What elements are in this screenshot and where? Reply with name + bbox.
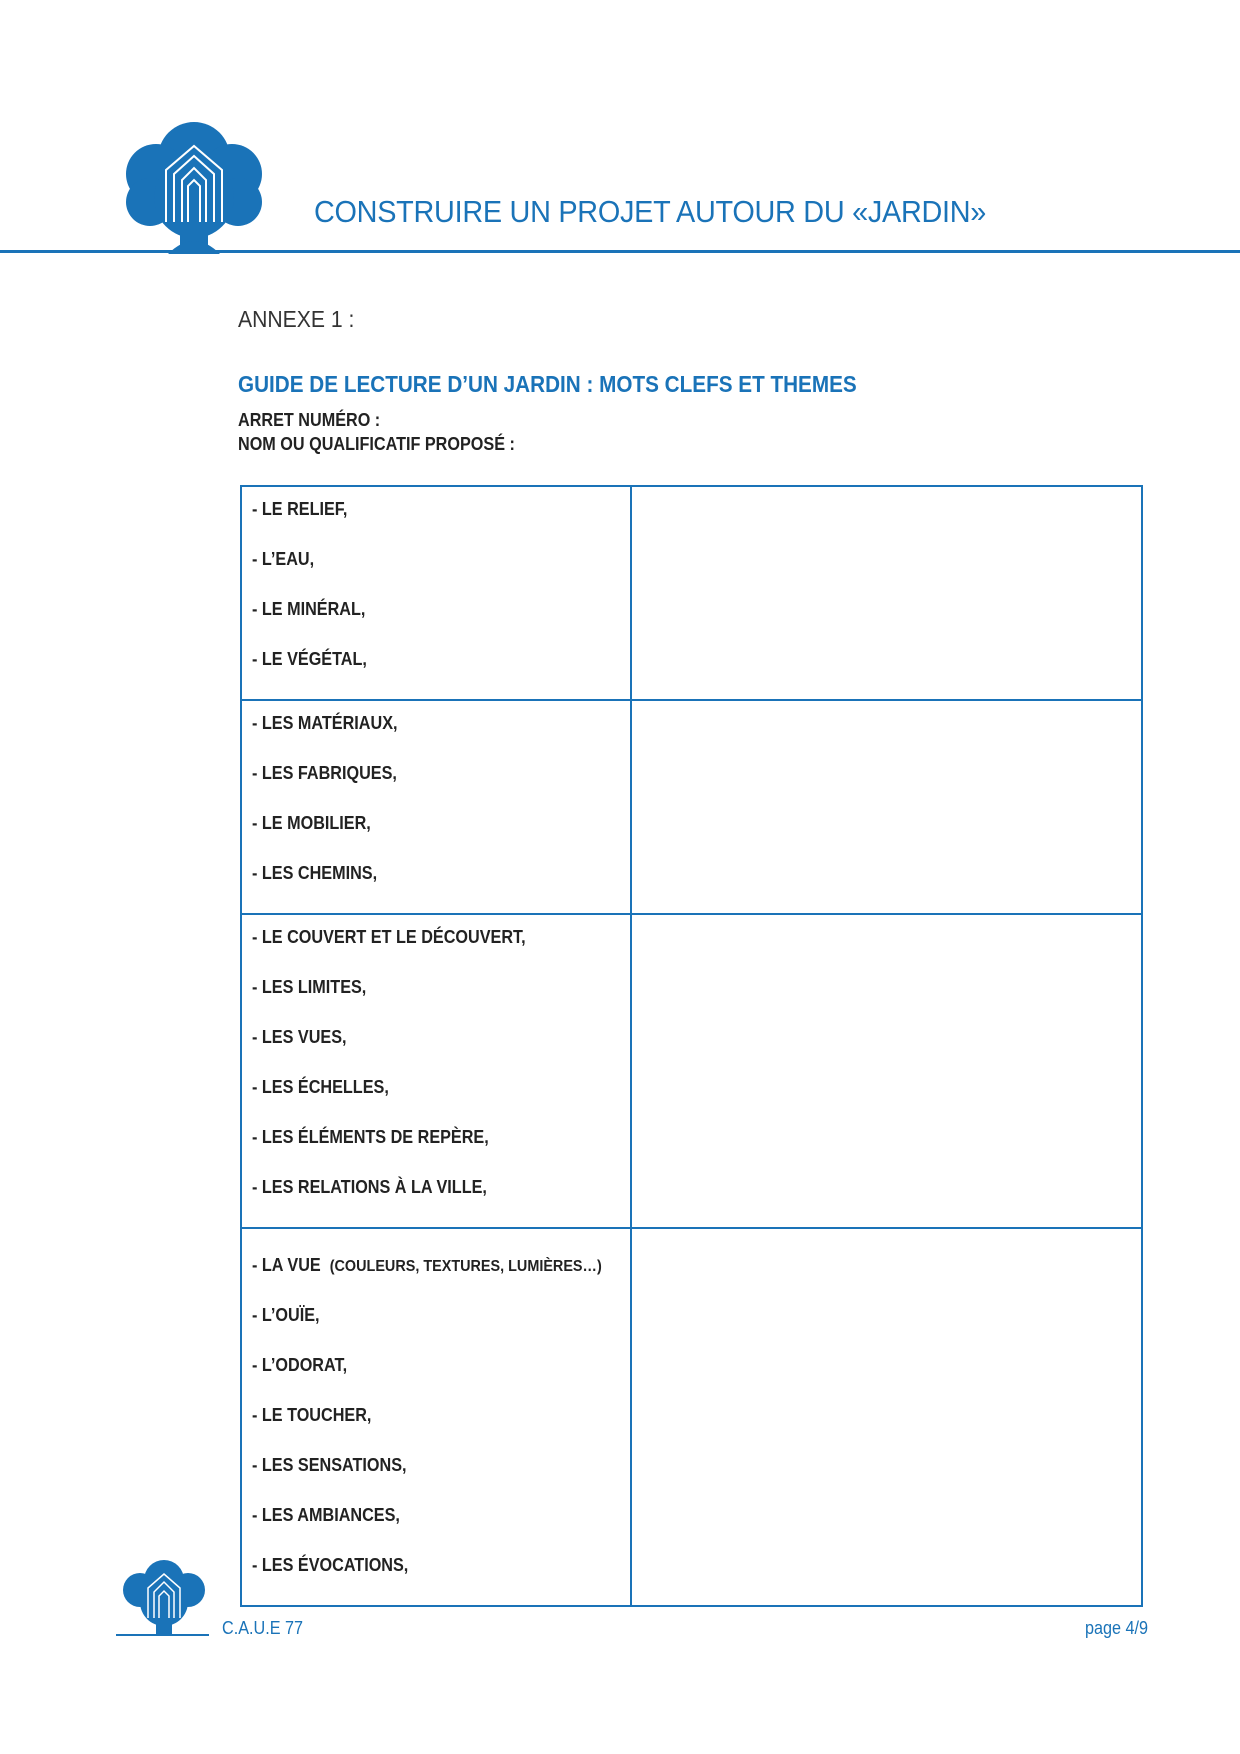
list-item: - LES VUES, <box>252 1027 347 1047</box>
list-item-main: - LA VUE <box>252 1255 321 1275</box>
list-item: - LES ÉLÉMENTS DE REPÈRE, <box>252 1127 489 1147</box>
arret-label: ARRET NUMÉRO : <box>238 410 381 430</box>
notes-cell[interactable] <box>631 486 1142 700</box>
list-item: - LES RELATIONS À LA VILLE, <box>252 1177 487 1197</box>
keywords-cell <box>241 914 631 1228</box>
header-divider <box>0 250 1240 253</box>
guide-title: GUIDE DE LECTURE D’UN JARDIN : MOTS CLEFS ET THEMES <box>238 371 857 397</box>
caue-footer-logo-icon <box>116 1556 212 1636</box>
list-item: - LES FABRIQUES, <box>252 763 397 783</box>
notes-cell[interactable] <box>631 700 1142 914</box>
keywords-table <box>240 485 1143 1607</box>
list-item: - LE TOUCHER, <box>252 1405 372 1425</box>
caue-logo-icon <box>120 118 268 254</box>
list-item: - LES ÉCHELLES, <box>252 1077 389 1097</box>
footer-organization: C.A.U.E 77 <box>222 1618 304 1638</box>
table-row <box>241 914 1142 1228</box>
keywords-cell <box>241 1228 631 1606</box>
list-item: - LE MOBILIER, <box>252 813 371 833</box>
list-item: - LE RELIEF, <box>252 499 348 519</box>
notes-cell[interactable] <box>631 1228 1142 1606</box>
page-title: CONSTRUIRE UN PROJET AUTOUR DU «JARDIN» <box>314 194 987 229</box>
notes-cell[interactable] <box>631 914 1142 1228</box>
annexe-label: ANNEXE 1 : <box>238 306 355 332</box>
list-item: - L’OUÏE, <box>252 1305 320 1325</box>
list-item: - LES LIMITES, <box>252 977 367 997</box>
list-item: - LE COUVERT ET LE DÉCOUVERT, <box>252 927 526 947</box>
table-row <box>241 700 1142 914</box>
keywords-cell <box>241 700 631 914</box>
list-item: - L’ODORAT, <box>252 1355 348 1375</box>
list-item: - LE VÉGÉTAL, <box>252 649 367 669</box>
footer-divider <box>116 1634 209 1636</box>
table-row <box>241 486 1142 700</box>
list-item: - LES MATÉRIAUX, <box>252 713 398 733</box>
list-item: - L’EAU, <box>252 549 315 569</box>
table-row <box>241 1228 1142 1606</box>
list-item-detail: (COULEURS, TEXTURES, LUMIÈRES…) <box>329 1258 602 1275</box>
list-item <box>252 1255 602 1305</box>
page-number: page 4/9 <box>1084 1618 1148 1638</box>
list-item: - LES CHEMINS, <box>252 863 378 883</box>
list-item: - LE MINÉRAL, <box>252 599 366 619</box>
list-item: - LES ÉVOCATIONS, <box>252 1555 409 1575</box>
list-item: - LES AMBIANCES, <box>252 1505 400 1525</box>
keywords-cell <box>241 486 631 700</box>
list-item: - LES SENSATIONS, <box>252 1455 407 1475</box>
nom-label: NOM OU QUALIFICATIF PROPOSÉ : <box>238 434 515 454</box>
